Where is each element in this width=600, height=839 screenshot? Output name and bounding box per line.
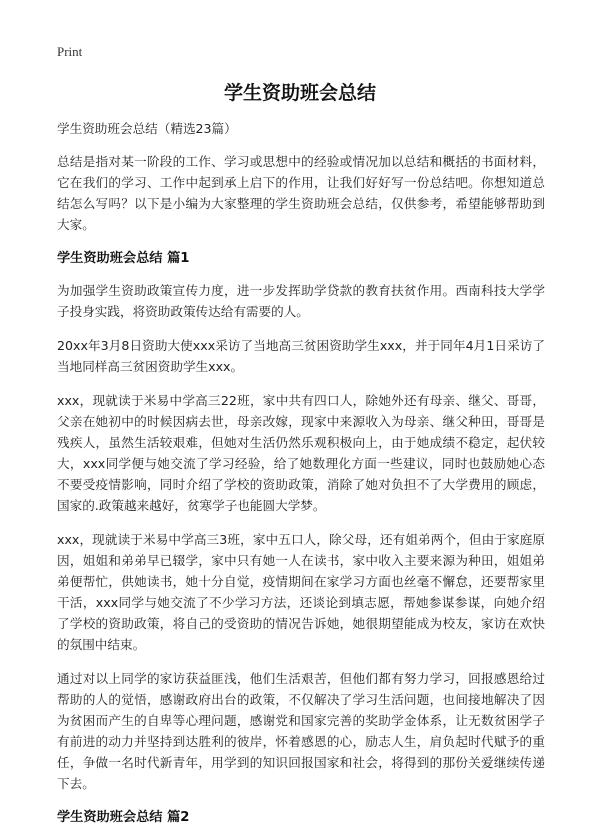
document-body [57,118,545,839]
section-1-paragraph: 20xx年3月8日资助大使xxx采访了当地高三贫困资助学生xxx，并于同年4月1日采访了当地同样高三贫困资助学生xxx。 [57,338,545,374]
section-1-paragraph: xxx，现就读于米易中学高三3班，家中五口人，除父母，还有姐弟两个，但由于家庭原因，姐姐和弟弟早已辍学，家中只有她一人在读书，家中收入主要来源为种田，姐姐弟弟便帮忙，供她读书，她十分自觉，疫情期间在家学习方面也丝毫不懈怠，还要帮家里干活，xxx同学与她交流了不少学习方法，还谈论到填志愿，帮她参谋参谋，向她介绍了学校的资助政策，将自己的受资助的情况告诉她，她很期望能成为校友，家访在欢快的氛围中结束。 [57,532,545,652]
section-heading-1: 学生资助班会总结 篇1 [57,251,190,266]
section-1-paragraph: 为加强学生资助政策宣传力度，进一步发挥助学贷款的教育扶贫作用。西南科技大学学子投身实践，将资助政策传达给有需要的人。 [57,283,545,319]
intro-paragraph: 总结是指对某一阶段的工作、学习或思想中的经验或情况加以总结和概括的书面材料，它在我们的学习、工作中起到承上启下的作用，让我们好好写一份总结吧。你想知道总结怎么写吗？以下是小编为大家整理的学生资助班会总结，仅供参考，希望能够帮助到大家。 [57,154,545,232]
section-heading-2: 学生资助班会总结 篇2 [57,810,190,825]
section-1-paragraph: 通过对以上同学的家访获益匪浅，他们生活艰苦，但他们都有努力学习，回报感恩给过帮助的人的觉悟，感谢政府出台的政策，不仅解决了学习生活问题，也间接地解决了因为贫困而产生的自卑等心理问题，感谢党和国家完善的奖助学金体系，让无数贫困学子有前进的动力并坚持到达胜利的彼岸，怀着感恩的心，励志人生，肩负起时代赋予的重任，争做一名时代新青年，用学到的知识回报国家和社会，将得到的那份关爱继续传递下去。 [57,671,545,791]
document-subtitle: 学生资助班会总结（精选23篇） [57,121,237,136]
print-link[interactable]: Print [57,44,83,59]
section-1-paragraph: xxx，现就读于米易中学高三22班，家中共有四口人，除她外还有母亲、继父、哥哥，父亲在她初中的时候因病去世，母亲改嫁，现家中来源收入为母亲、继父种田，哥哥是残疾人，虽然生活较艰难，但她对生活仍然乐观积极向上，由于她成绩不稳定，起伏较大，xxx同学便与她交流了学习经验，给了她数理化方面一些建议，同时也鼓励她心态不要受疫情影响，同时介绍了学校的资助政策，消除了她对负担不了大学费用的顾虑，国家的.政策越来越好，贫寒学子也能圆大学梦。 [57,393,545,513]
document-title: 学生资助班会总结 [223,82,376,104]
